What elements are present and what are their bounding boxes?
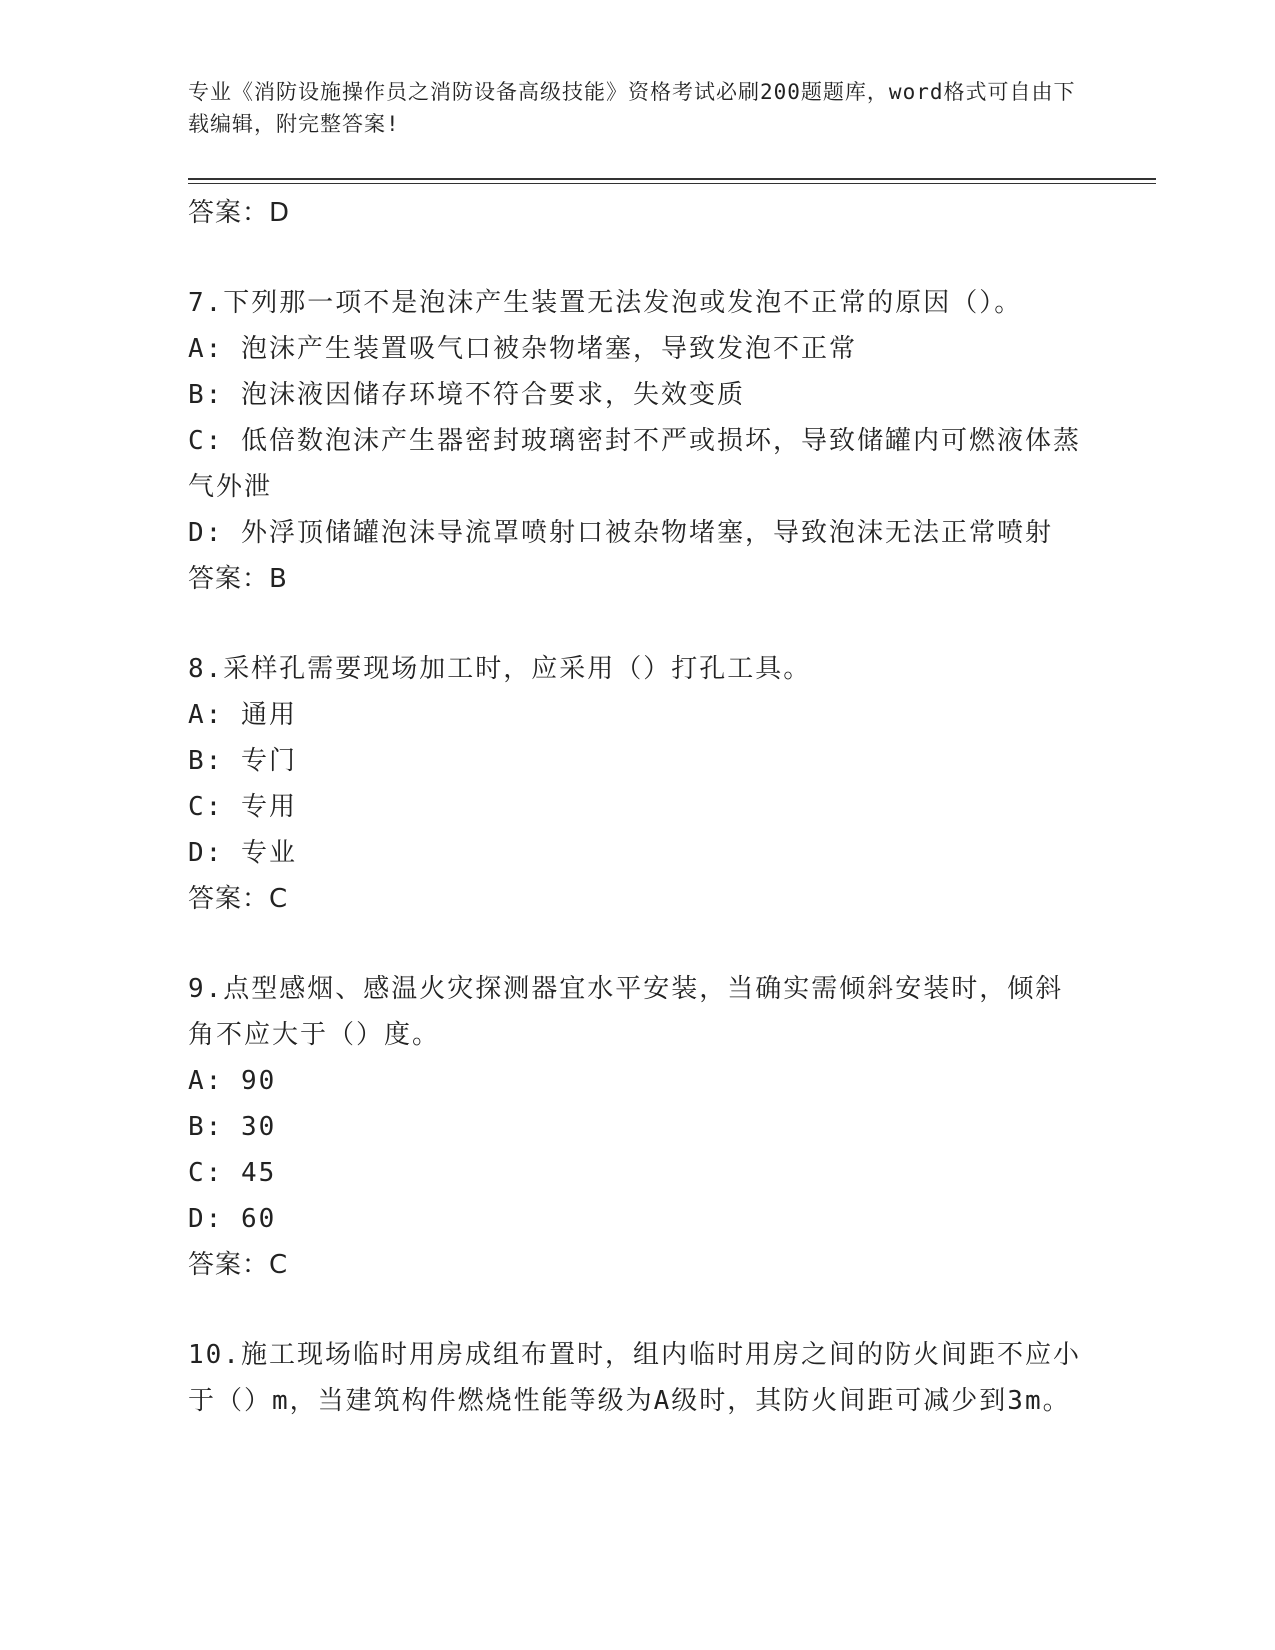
question-answer: 答案：C (188, 884, 289, 914)
option-b: B: 泡沫液因储存环境不符合要求，失效变质 (188, 380, 745, 410)
question-stem: 9.点型感烟、感温火灾探测器宜水平安装，当确实需倾斜安装时，倾斜角不应大于（）度。 (188, 974, 1064, 1050)
question-stem: 10.施工现场临时用房成组布置时，组内临时用房之间的防火间距不应小于（）m，当建筑构件燃烧性能等级为A级时，其防火间距可减少到3m。 (188, 1340, 1081, 1416)
question-answer: 答案：B (188, 564, 288, 594)
option-c: C: 专用 (188, 792, 297, 822)
question-9 (188, 966, 1088, 1288)
question-stem: 7.下列那一项不是泡沫产生装置无法发泡或发泡不正常的原因（）。 (188, 288, 1023, 318)
question-content (188, 190, 1088, 1424)
question-8 (188, 646, 1088, 922)
question-stem: 8.采样孔需要现场加工时，应采用（）打孔工具。 (188, 654, 812, 684)
option-a: A: 泡沫产生装置吸气口被杂物堵塞，导致发泡不正常 (188, 334, 857, 364)
option-c: C: 低倍数泡沫产生器密封玻璃密封不严或损坏，导致储罐内可燃液体蒸气外泄 (188, 426, 1081, 502)
option-d: D: 60 (188, 1204, 277, 1234)
previous-answer: 答案：D (188, 198, 291, 228)
question-10 (188, 1332, 1088, 1424)
option-d: D: 外浮顶储罐泡沫导流罩喷射口被杂物堵塞，导致泡沫无法正常喷射 (188, 518, 1053, 548)
question-answer: 答案：C (188, 1250, 289, 1280)
option-a: A: 通用 (188, 700, 297, 730)
question-7 (188, 280, 1088, 602)
document-header: 专业《消防设施操作员之消防设备高级技能》资格考试必刷200题题库，word格式可自由下载编辑，附完整答案! (188, 80, 1076, 136)
option-b: B: 30 (188, 1112, 277, 1142)
header-divider-thin (188, 183, 1156, 184)
option-d: D: 专业 (188, 838, 297, 868)
option-b: B: 专门 (188, 746, 297, 776)
header-divider-thick (188, 178, 1156, 180)
option-c: C: 45 (188, 1158, 277, 1188)
option-a: A: 90 (188, 1066, 277, 1096)
